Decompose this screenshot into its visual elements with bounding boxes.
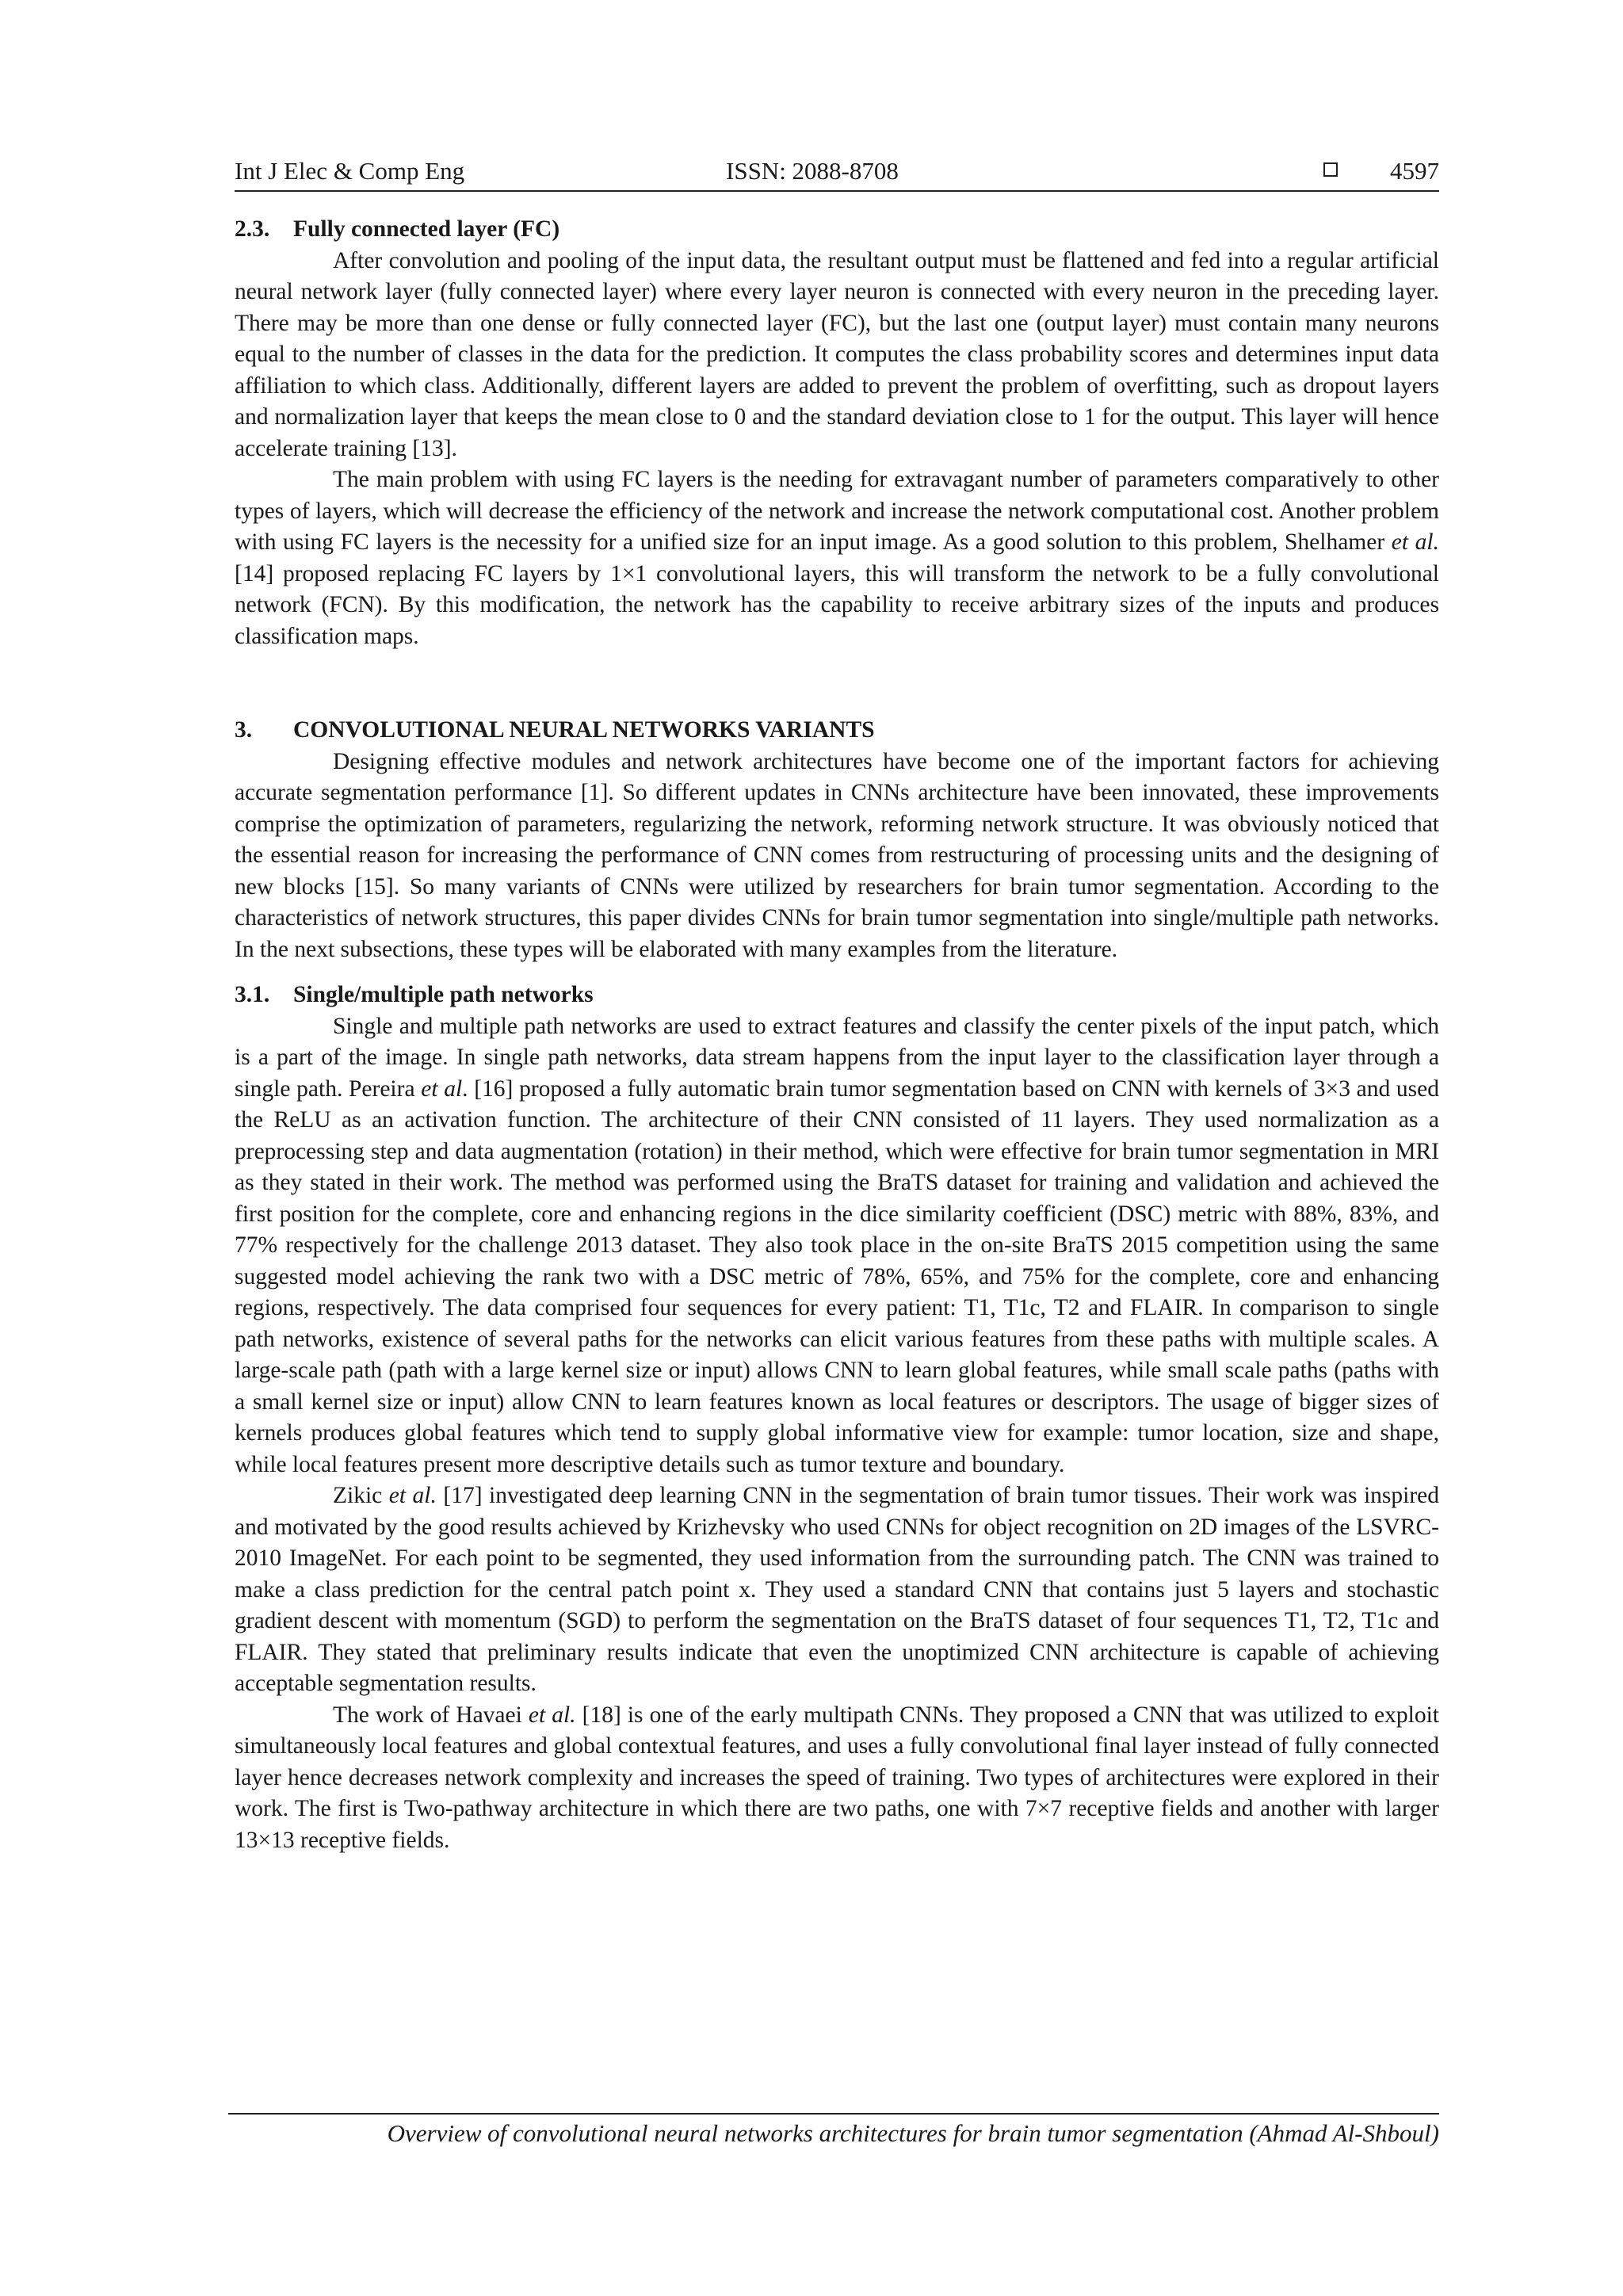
paragraph <box>235 1011 1439 1481</box>
paragraph: Designing effective modules and network architectures have become one of the important factors for achieving accurate segmentation performance [1]. So different updates in CNNs architecture have been innovated, these improvements comprise the optimization of parameters, regularizing the network, reforming network structure. It was obviously noticed that the essential reason for increasing the performance of CNN comes from restructuring of processing units and the designing of new blocks [15]. So many variants of CNNs were utilized by researchers for brain tumor segmentation. According to the characteristics of network structures, this paper divides CNNs for brain tumor segmentation into single/multiple path networks. In the next subsections, these types will be elaborated with many examples from the literature. <box>235 748 1439 962</box>
section-heading-2-3 <box>235 214 1439 246</box>
page-header <box>235 155 1439 192</box>
page-number: 4597 <box>1390 157 1439 185</box>
section-title: Single/multiple path networks <box>293 982 594 1007</box>
issn: ISSN: 2088-8708 <box>726 157 899 185</box>
section-number: 2.3. <box>235 216 270 242</box>
section-title: Fully connected layer (FC) <box>293 216 560 242</box>
journal-name: Int J Elec & Comp Eng <box>235 157 465 185</box>
running-footer: Overview of convolutional neural networks architectures for brain tumor segmentation (Ahmad Al-Shboul) <box>387 2119 1439 2147</box>
section-number: 3. <box>235 717 253 743</box>
section-heading-3 <box>235 715 1439 747</box>
italic-run: et al <box>421 1075 463 1102</box>
italic-run: et al. <box>528 1702 576 1728</box>
section-heading-3-1 <box>235 980 1439 1011</box>
page-body <box>235 155 1439 1856</box>
text-run: [14] proposed replacing FC layers by 1×1 convolutional layers, this will transform the network to be a fully convolutional network (FCN). By this modification, the network has the capability to receive arbitrary sizes of the inputs and produces classification maps. <box>235 560 1439 649</box>
text-run: [17] investigated deep learning CNN in the segmentation of brain tumor tissues. Their work was inspired and motivated by the good results achieved by Krizhevsky who used CNNs for object recognition on 2D images of the LSVRC-2010 ImageNet. For each point to be segmented, they used information from the surrounding patch. The CNN was trained to make a class prediction for the central patch point x. They used a standard CNN that contains just 5 layers and stochastic gradient descent with momentum (SGD) to perform the segmentation on the BraTS dataset of four sequences T1, T2, T1c and FLAIR. They stated that preliminary results indicate that even the unoptimized CNN architecture is capable of achieving acceptable segmentation results. <box>235 1483 1439 1696</box>
section-number: 3.1. <box>235 982 270 1007</box>
italic-run: et al. <box>1391 529 1439 555</box>
text-run: . [16] proposed a fully automatic brain tumor segmentation based on CNN with kernels of 3×3 and used the ReLU as an activation function. The architecture of their CNN consisted of 11 layers. They used normalization as a preprocessing step and data augmentation (rotation) in their method, which were effective for brain tumor segmentation in MRI as they stated in their work. The method was performed using the BraTS dataset for training and validation and achieved the first position for the complete, core and enhancing regions in the dice similarity coefficient (DSC) metric with 88%, 83%, and 77% respectively for the challenge 2013 dataset. They also took place in the on-site BraTS 2015 competition using the same suggested model achieving the rank two with a DSC metric of 78%, 65%, and 75% for the complete, core and enhancing regions, respectively. The data comprised four sequences for every patient: T1, T1c, T2 and FLAIR. In comparison to single path networks, existence of several paths for the networks can elicit various features from these paths with multiple scales. A large-scale path (path with a large kernel size or input) allows CNN to learn global features, while small scale paths (paths with a small kernel size or input) allow CNN to learn features known as local features or descriptors. The usage of bigger sizes of kernels produces global features which tend to supply global informative view for example: tumor location, size and shape, while local features present more descriptive details such as tumor texture and boundary. <box>235 1075 1439 1477</box>
paragraph <box>235 1700 1439 1857</box>
text-run: [18] is one of the early multipath CNNs. They proposed a CNN that was utilized to exploit simultaneously local features and global contextual features, and uses a fully convolutional final layer instead of fully connected layer hence decreases network complexity and increases the speed of training. Two types of architectures were explored in their work. The first is Two-pathway architecture in which there are two paths, one with 7×7 receptive fields and another with larger 13×13 receptive fields. <box>235 1702 1439 1853</box>
text-run: Zikic <box>333 1483 389 1508</box>
square-icon <box>1323 162 1338 177</box>
paragraph <box>235 464 1439 652</box>
text-run: The main problem with using FC layers is the needing for extravagant number of parameters comparatively to other types of layers, which will decrease the efficiency of the network and increase the network computational cost. Another problem with using FC layers is the necessity for a unified size for an input image. As a good solution to this problem, Shelhamer <box>235 467 1439 555</box>
text-run: The work of Havaei <box>333 1702 529 1728</box>
section-title: CONVOLUTIONAL NEURAL NETWORKS VARIANTS <box>293 717 875 743</box>
paragraph: After convolution and pooling of the input data, the resultant output must be flattened and fed into a regular artificial neural network layer (fully connected layer) where every layer neuron is connected with every neuron in the preceding layer. There may be more than one dense or fully connected layer (FC), but the last one (output layer) must contain many neurons equal to the number of classes in the data for the prediction. It computes the class probability scores and determines input data affiliation to which class. Additionally, different layers are added to prevent the problem of overfitting, such as dropout layers and normalization layer that keeps the mean close to 0 and the standard deviation close to 1 for the output. This layer will hence accelerate training [13]. <box>235 247 1439 461</box>
text-run: Single and multiple path networks are used to extract features and classify the center pixels of the input patch, which is a part of the image. In single path networks, data stream happens from the input layer to the classification layer through a single path. Pereira <box>235 1013 1439 1102</box>
paragraph <box>235 1480 1439 1700</box>
italic-run: et al. <box>388 1483 437 1508</box>
footer-rule <box>228 2113 1439 2115</box>
